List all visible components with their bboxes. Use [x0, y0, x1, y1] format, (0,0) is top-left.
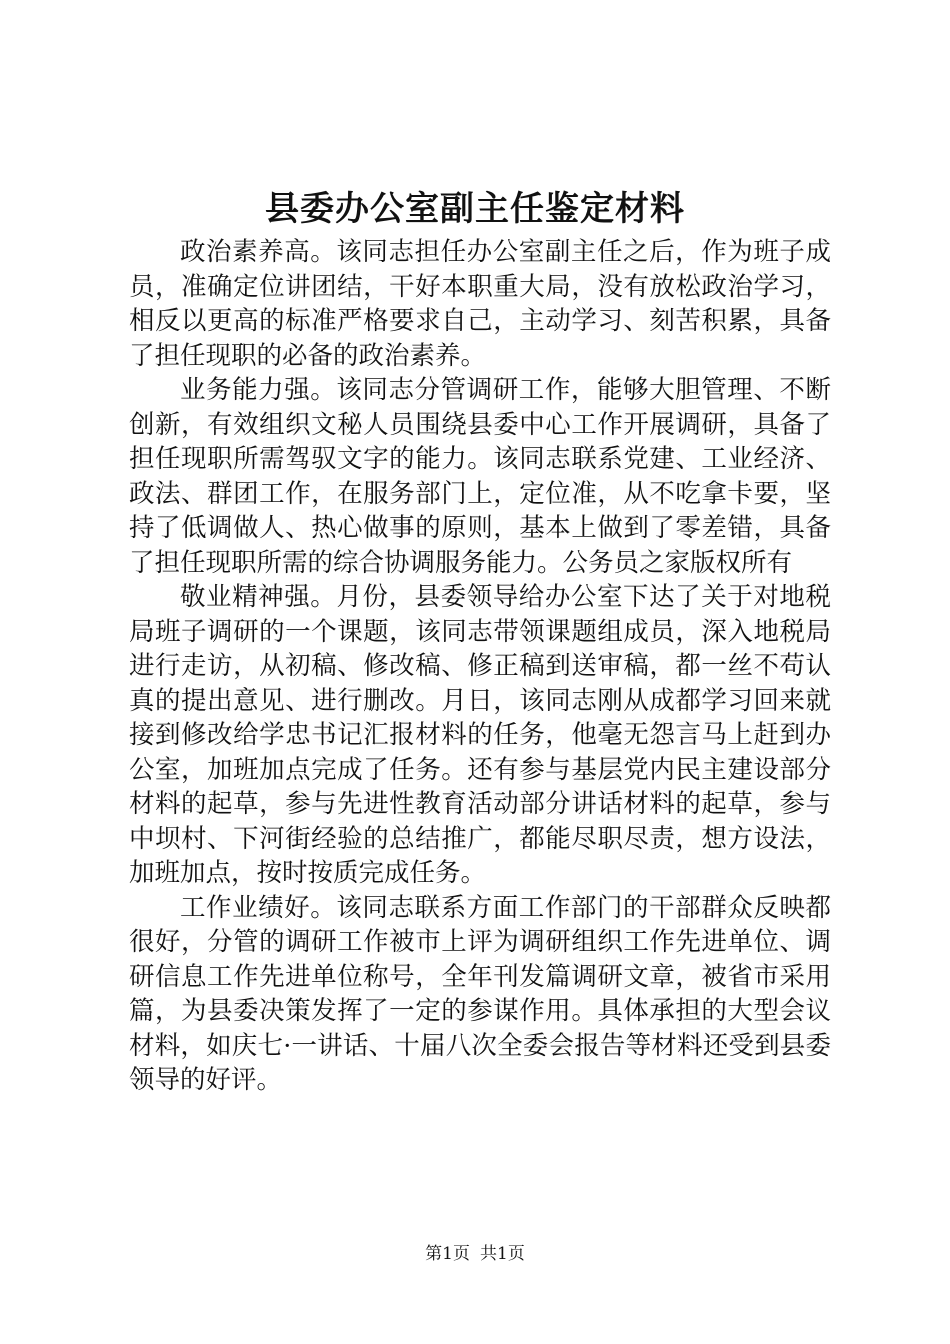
paragraph-political-quality: 政治素养高。该同志担任办公室副主任之后，作为班子成员，准确定位讲团结，干好本职重大局，没有放松政治学习，相反以更高的标准严格要求自己，主动学习、刻苦积累，具备了担任现职的必备的政治素养。 [129, 237, 831, 371]
paragraph-dedication: 敬业精神强。月份，县委领导给办公室下达了关于对地税局班子调研的一个课题，该同志带领课题组成员，深入地税局进行走访，从初稿、修改稿、修正稿到送审稿，都一丝不苟认真的提出意见、进行删改。月日，该同志刚从成都学习回来就接到修改给学忠书记汇报材料的任务，他毫无怨言马上赶到办公室，加班加点完成了任务。还有参与基层党内民主建设部分材料的起草，参与先进性教育活动部分讲话材料的起草，参与中坝村、下河街经验的总结推广，都能尽职尽责，想方设法，加班加点，按时按质完成任务。 [129, 582, 831, 888]
page-count: 共1页 [480, 1244, 525, 1264]
document-title: 县委办公室副主任鉴定材料 [265, 189, 685, 229]
page-footer [0, 1242, 950, 1266]
paragraph-professional-ability: 业务能力强。该同志分管调研工作，能够大胆管理、不断创新，有效组织文秘人员围绕县委中心工作开展调研，具备了担任现职所需驾驭文字的能力。该同志联系党建、工业经济、政法、群团工作，在服务部门上，定位准，从不吃拿卡要，坚持了低调做人、热心做事的原则，基本上做到了零差错，具备了担任现职所需的综合协调服务能力。公务员之家版权所有 [129, 375, 831, 578]
document-body [129, 235, 831, 1098]
paragraph-work-performance: 工作业绩好。该同志联系方面工作部门的干部群众反映都很好，分管的调研工作被市上评为调研组织工作先进单位、调研信息工作先进单位称号，全年刊发篇调研文章，被省市采用篇，为县委决策发挥了一定的参谋作用。具体承担的大型会议材料，如庆七·一讲话、十届八次全委会报告等材料还受到县委领导的好评。 [129, 892, 831, 1095]
page-number: 第1页 [425, 1244, 470, 1264]
